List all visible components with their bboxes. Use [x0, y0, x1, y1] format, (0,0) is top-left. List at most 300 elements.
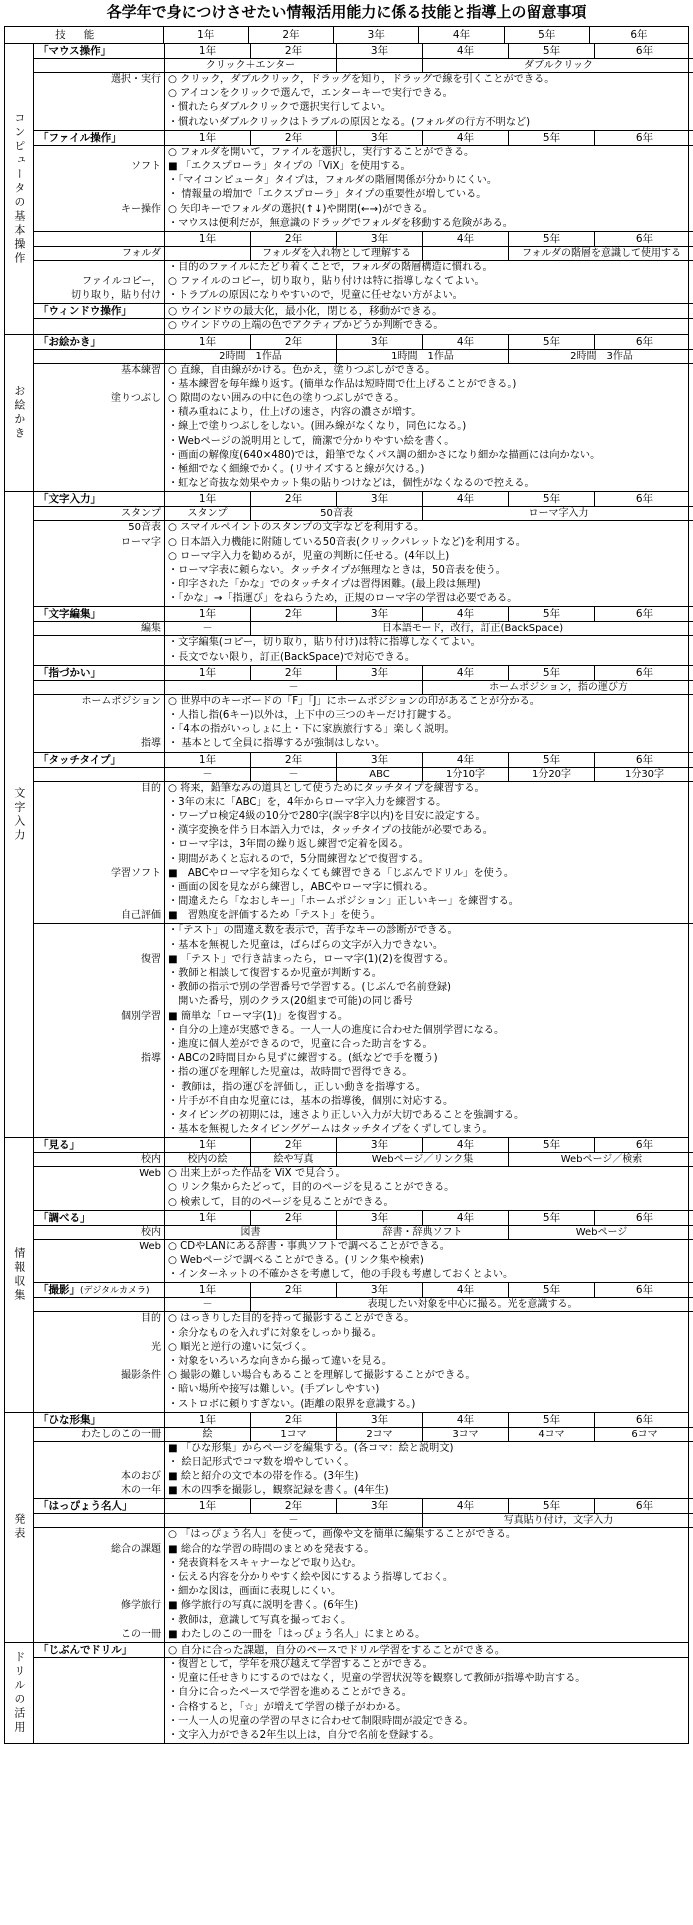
plan-cell: － [165, 1298, 251, 1311]
note-text: ○ フォルダを開いて，ファイルを選択し，実行することができる。 [168, 146, 475, 158]
note-text: ・余分なものを入れずに対象をしっかり撮る。 [168, 1327, 382, 1339]
skill-section [34, 1283, 693, 1411]
note-line [34, 392, 693, 406]
plan-label [34, 350, 165, 363]
note-label [34, 881, 165, 895]
note-text: ○ 撮影の難しい場合もあることを理解して撮影することができる。 [168, 1370, 476, 1382]
year-cell: 3年 [337, 131, 423, 145]
note-line [34, 1585, 693, 1599]
section-header-row [34, 44, 693, 59]
note-line [34, 116, 693, 130]
section-header-row [34, 1499, 693, 1514]
note-line [34, 796, 693, 810]
note-label [34, 261, 165, 275]
note-label [34, 824, 165, 838]
note-text: ・文字編集(コピー，切り取り，貼り付け)は特に指導しなくてよい。 [168, 637, 481, 649]
header-year-6: 6年 [630, 29, 648, 41]
skill-section [34, 1643, 688, 1743]
year-plan-row [34, 59, 693, 73]
plan-cell: 1時間 1作品 [337, 350, 509, 363]
note-label: Web [34, 1240, 165, 1254]
note-label [34, 1081, 165, 1095]
note-label: 本のおび [34, 1470, 165, 1484]
year-cell: 5年 [509, 1211, 595, 1225]
note-label [34, 810, 165, 824]
note-text: ・ 情報量の増加で「エクスプローラ」タイプの重要性が増している。 [168, 189, 487, 201]
note-line [34, 188, 693, 202]
note-line [34, 536, 693, 550]
note-line [34, 1196, 693, 1210]
note-label [34, 592, 165, 606]
plan-cell [423, 247, 509, 260]
note-label [34, 116, 165, 130]
year-cell: 6年 [635, 493, 654, 506]
note-text: ○ 検索して，目的のページを見ることができる。 [168, 1196, 394, 1208]
note-text: ○ アイコンをクリックで選んで，エンターキーで実行できる。 [168, 88, 453, 100]
note-line [34, 73, 693, 87]
note-label [34, 796, 165, 810]
note-text: ■ 習熟度を評価するため「テスト」を使う。 [168, 910, 381, 922]
plan-cell: － [251, 768, 337, 781]
note-line [34, 1312, 693, 1326]
plan-cell: 校内の絵 [165, 1153, 251, 1166]
note-line [34, 1484, 693, 1498]
year-cell: 2年 [251, 1499, 337, 1513]
note-line [34, 1686, 688, 1700]
year-plan-row [34, 1153, 693, 1167]
note-line [34, 709, 693, 723]
note-label: 50音表 [34, 521, 165, 535]
plan-label [34, 59, 165, 72]
note-label [34, 1268, 165, 1282]
plan-label: スタンプ [34, 507, 165, 520]
section-name: 「見る」 [34, 1138, 165, 1152]
note-line [34, 1543, 693, 1557]
note-lines [34, 1528, 693, 1642]
year-cell: 5年 [509, 666, 595, 680]
column-header [4, 26, 689, 44]
note-line [34, 1369, 693, 1383]
note-line [34, 1268, 693, 1282]
year-cell: 2年 [251, 1283, 337, 1297]
year-cell: 3年 [337, 1211, 423, 1225]
note-lines [34, 695, 693, 752]
note-text: ・基本練習を毎年繰り返す。(簡単な作品は短時間で仕上げることができる。) [168, 378, 517, 390]
note-line [34, 881, 693, 895]
year-cell: 1年 [165, 232, 251, 246]
year-cell: 5年 [509, 1138, 595, 1152]
year-cell: 3年 [337, 492, 423, 506]
plan-label [34, 681, 165, 694]
year-cell: 5年 [509, 44, 595, 58]
band-drawing [4, 335, 689, 493]
note-line [34, 463, 693, 477]
note-text: ○ クリック，ダブルクリック，ドラッグを知り，ドラッグで線を引くことができる。 [168, 74, 555, 85]
plan-label: 校内 [34, 1226, 165, 1239]
year-cell: 5年 [509, 607, 595, 621]
note-text: ・細かな図は，画面に表現しにくい。 [168, 1586, 342, 1598]
band-label: 発表 [5, 1413, 34, 1642]
note-text: ・期間があくと忘れるので，5分間練習などで復習する。 [168, 853, 429, 865]
note-text: ・印字された「かな」でのタッチタイプは習得困難。(最上段は無理) [168, 579, 481, 591]
note-line [34, 967, 693, 981]
note-label [34, 967, 165, 981]
note-text: ・児童に任せきりにするのではなく，児童の学習状況等を観察して教師が指導や助言する。 [168, 1673, 586, 1685]
note-label [34, 1095, 165, 1109]
note-label [34, 550, 165, 564]
note-text: ・画面の図を見ながら練習し，ABCやローマ字に慣れる。 [168, 881, 434, 893]
band-body [34, 335, 693, 492]
note-line [34, 1095, 693, 1109]
skill-section [34, 1499, 693, 1642]
note-text: ・復習として，学年を飛び越えて学習することができる。 [168, 1658, 433, 1670]
note-line [34, 1528, 693, 1542]
note-label [34, 463, 165, 477]
year-plan-row [34, 1298, 693, 1312]
note-text: ・ストロボに頼りすぎない。(距離の限界を意識する。) [168, 1398, 416, 1410]
note-label [34, 853, 165, 867]
note-label [34, 838, 165, 852]
note-label: 個別学習 [34, 1010, 165, 1024]
year-cell: 3年 [337, 1138, 423, 1152]
note-label [34, 1614, 165, 1628]
year-cell: 2年 [251, 232, 337, 246]
note-label [34, 1686, 165, 1700]
note-lines [34, 73, 693, 130]
note-line [34, 289, 693, 303]
year-cell: 4年 [423, 1413, 509, 1427]
note-label [34, 709, 165, 723]
note-line [34, 420, 693, 434]
note-line [34, 1715, 688, 1729]
note-text: ■ わたしのこの一冊を「はっぴょう名人」にまとめる。 [168, 1628, 426, 1640]
year-cell: 5年 [509, 131, 595, 145]
note-text: ・慣れたらダブルクリックで選択実行してよい。 [168, 102, 392, 114]
note-lines [34, 1658, 688, 1743]
note-line [34, 1614, 693, 1628]
year-cell: 4年 [423, 492, 509, 506]
year-cell: 2年 [251, 607, 337, 621]
year-cell: 3年 [337, 335, 423, 349]
section-name: 「指づかい」 [34, 666, 165, 680]
note-label [34, 174, 165, 188]
note-line [34, 1038, 693, 1052]
note-line [34, 1327, 693, 1341]
skill-section [34, 492, 693, 607]
note-line [34, 723, 693, 737]
note-label: 撮影条件 [34, 1369, 165, 1383]
note-text: ・伝える内容を分かりやすく絵や図にするよう指導しておく。 [168, 1572, 454, 1583]
note-text: ・基本を無視したタイピングゲームはタッチタイプをくずしてしまう。 [168, 1124, 493, 1136]
year-cell: 2年 [251, 1211, 337, 1225]
note-label [34, 1456, 165, 1470]
note-text: ・ローマ字は，3年間の繰り返し練習で定着を図る。 [168, 839, 409, 851]
note-line [34, 636, 693, 650]
note-label [34, 1658, 165, 1672]
note-text: ・対象をいろいろな向きから撮って違いを見る。 [168, 1355, 393, 1367]
section-name: 「撮影」(デジタルカメラ) [34, 1283, 165, 1297]
year-cell: 4年 [423, 232, 509, 246]
section-header-row [34, 1643, 688, 1658]
band-text-input [4, 492, 689, 1138]
year-cell: 2年 [251, 131, 337, 145]
note-label [34, 1557, 165, 1571]
note-text: ○ 直線，自由線がかける。色かえ，塗りつぶしができる。 [168, 364, 436, 376]
plan-cell: Webページ／リンク集 [337, 1153, 509, 1166]
note-line [34, 1181, 693, 1195]
note-label: この一冊 [34, 1628, 165, 1642]
band-body [34, 492, 693, 1137]
year-cell: 5年 [509, 492, 595, 506]
note-text: ・慣れないダブルクリックはトラブルの原因となる。(フォルダの行方不明など) [168, 116, 531, 128]
note-lines [34, 636, 693, 664]
band-label: ドリルの活用 [5, 1643, 34, 1743]
note-label [34, 87, 165, 101]
note-label: ファイルコピー， [34, 275, 165, 289]
note-label [34, 1672, 165, 1686]
note-line [34, 1383, 693, 1397]
note-label: 修学旅行 [34, 1599, 165, 1613]
note-line [34, 1701, 688, 1715]
plan-cell: 絵や写真 [251, 1153, 337, 1166]
note-label [34, 406, 165, 420]
note-text: ○ 将来，鉛筆なみの道具として使うためにタッチタイプを練習する。 [168, 782, 485, 794]
year-cell: 4年 [423, 44, 509, 58]
section-header-row [34, 131, 693, 146]
note-text: ○ 順光と逆行の違いに気づく。 [168, 1341, 313, 1353]
note-text: ○ ウインドウの上端の色でアクティブかどうか判断できる。 [168, 320, 444, 332]
note-label [34, 578, 165, 592]
year-cell: 3年 [337, 1499, 423, 1513]
note-label [34, 1729, 165, 1743]
section-name: 「文字入力」 [34, 492, 165, 506]
note-lines [34, 924, 693, 1137]
note-label [34, 1109, 165, 1123]
note-text: ○ はっきりした目的を持って撮影することができる。 [168, 1313, 415, 1325]
plan-cell: 表現したい対象を中心に撮る。光を意識する。 [367, 1299, 578, 1311]
band-body [34, 1413, 693, 1642]
note-label [34, 101, 165, 115]
note-text: ○ 出来上がった作品を ViX で見合う。 [168, 1168, 346, 1180]
year-cell: 4年 [423, 753, 509, 767]
year-cell: 5年 [509, 1413, 595, 1427]
note-label [34, 1715, 165, 1729]
year-cell: 1年 [165, 1211, 251, 1225]
year-cell: 6年 [635, 1139, 654, 1152]
year-cell: 4年 [423, 607, 509, 621]
band-computer-basics [4, 44, 689, 335]
note-label [34, 1355, 165, 1369]
note-label [34, 1196, 165, 1210]
year-cell: 3年 [337, 1413, 423, 1427]
note-line [34, 1456, 693, 1470]
note-text: ○ 「はっぴょう名人」を使って，画像や文を簡単に編集することができる。 [168, 1529, 517, 1541]
note-text: ・「4本の指がいっしょに上・下に家族旅行する」楽しく説明。 [168, 724, 455, 736]
note-label [34, 1254, 165, 1268]
plan-cell: 1分20字 [509, 768, 595, 781]
note-text: ・進度に個人差ができるので，児童に合った助言をする。 [168, 1038, 433, 1050]
plan-cell: ダブルクリック [524, 60, 593, 71]
note-line [34, 853, 693, 867]
year-cell: 1年 [165, 335, 251, 349]
note-line [34, 838, 693, 852]
note-text: ○ 矢印キーでフォルダの選択(↑↓)や開閉(←→)ができる。 [168, 203, 433, 215]
year-plan-row [34, 1428, 693, 1442]
note-line [34, 1628, 693, 1642]
note-text: ○ ファイルのコピー，切り取り，貼り付けは特に指導しなくてよい。 [168, 276, 485, 288]
section-header-row [34, 492, 693, 507]
year-plan-row [34, 247, 693, 261]
note-label: 基本練習 [34, 364, 165, 378]
note-label [34, 636, 165, 650]
section-header-row [34, 304, 693, 319]
note-lines [34, 1442, 693, 1499]
note-lines [34, 319, 693, 333]
note-text: ・自分に合ったペースで学習を進めることができる。 [168, 1687, 412, 1699]
year-cell: 4年 [423, 1499, 509, 1513]
note-text: ■ 「ひな形集」からページを編集する。(各コマ：絵と説明文) [168, 1442, 454, 1454]
note-label [34, 939, 165, 953]
note-line [34, 867, 693, 881]
note-text: ・マウスは便利だが，無意識のドラッグでフォルダを移動する危険がある。 [168, 217, 513, 229]
year-cell: 5年 [509, 335, 595, 349]
year-plan-row [34, 681, 693, 695]
note-line [34, 477, 693, 491]
year-cell: 4年 [423, 666, 509, 680]
year-cell: 6年 [635, 335, 654, 348]
year-cell: 2年 [251, 44, 337, 58]
note-label: ソフト [34, 160, 165, 174]
note-line [34, 174, 693, 188]
note-line [34, 146, 693, 160]
note-text: ・人指し指(6キー)以外は，上下中の三つのキーだけ打鍵する。 [168, 710, 458, 721]
note-label [34, 420, 165, 434]
note-line [34, 1442, 693, 1456]
note-label [34, 895, 165, 909]
note-label [34, 1024, 165, 1038]
band-label: 情報収集 [5, 1138, 34, 1411]
year-cell: 3年 [337, 1283, 423, 1297]
note-label: 目的 [34, 782, 165, 796]
note-text: ■ 簡単な「ローマ字(1)」を復習する。 [168, 1010, 349, 1022]
band-info-gathering [4, 1138, 689, 1412]
band-label: コンピュータの基本操作 [5, 44, 34, 334]
note-text: ・積み重ねにより，仕上げの速さ，内容の濃さが増す。 [168, 407, 422, 419]
plan-cell: 2コマ [337, 1428, 423, 1441]
section-header-row [34, 666, 693, 681]
plan-cell: 日本語モード，改行，訂正(BackSpace) [381, 623, 564, 635]
note-label [34, 924, 165, 938]
note-text: ○ 日本語入力機能に附随している50音表(クリックパレットなど)を利用する。 [168, 536, 526, 548]
note-line [34, 1066, 693, 1080]
note-label [34, 217, 165, 231]
plan-cell: 6コマ [631, 1428, 658, 1440]
note-text: ■ 「エクスプローラ」タイプの「ViX」を使用する。 [168, 160, 411, 172]
note-label: Web [34, 1167, 165, 1181]
note-label: ホームポジション [34, 695, 165, 709]
plan-cell: ホームポジション，指の運び方 [489, 681, 628, 693]
plan-cell: － [165, 622, 251, 635]
note-text: ・ 絵日記形式でコマ数を増やしていく。 [168, 1456, 355, 1468]
note-label: 目的 [34, 1312, 165, 1326]
note-line [34, 1024, 693, 1038]
note-label [34, 1181, 165, 1195]
year-cell: 6年 [635, 608, 654, 621]
note-label [34, 1123, 165, 1137]
plan-cell: 2時間 1作品 [165, 350, 337, 363]
year-cell: 2年 [251, 335, 337, 349]
plan-cell [337, 59, 423, 72]
year-cell: 3年 [337, 753, 423, 767]
note-label: 木の一年 [34, 1484, 165, 1498]
plan-label: フォルダ [34, 247, 165, 260]
note-line [34, 261, 693, 275]
note-label [34, 1398, 165, 1412]
year-plan-row [34, 350, 693, 364]
plan-cell: ローマ字入力 [528, 508, 589, 520]
year-cell: 4年 [423, 1211, 509, 1225]
note-label [34, 1327, 165, 1341]
section-inline-text: ○ 自分に合った課題，自分のペースでドリル学習をすることができる。 [168, 1643, 506, 1656]
section-header-row [34, 1138, 693, 1153]
band-drill [4, 1643, 689, 1744]
note-line [34, 449, 693, 463]
note-line [34, 87, 693, 101]
note-text: ・発表資料をスキャナーなどで取り込む。 [168, 1557, 362, 1569]
band-body [34, 1138, 693, 1411]
skill-section [34, 1413, 693, 1500]
section-name: 「タッチタイプ」 [34, 753, 165, 767]
plan-cell: 写真貼り付け，文字入力 [503, 1515, 614, 1527]
section-header-row [34, 1413, 693, 1428]
note-line [34, 1341, 693, 1355]
note-label [34, 1571, 165, 1585]
year-cell: 6年 [635, 131, 654, 144]
year-plan-row [34, 1514, 693, 1528]
note-label [34, 146, 165, 160]
year-cell: 5年 [509, 753, 595, 767]
skills-table [0, 44, 693, 1744]
plan-cell: 50音表 [251, 507, 423, 520]
note-line [34, 521, 693, 535]
note-text: ・文字入力ができる2年生以上は，自分で名前を登録する。 [168, 1729, 440, 1741]
note-text: ・ABCの2時間目から見ずに練習する。(紙などで手を覆う) [168, 1053, 438, 1065]
note-line [34, 217, 693, 231]
band-body [34, 44, 693, 334]
note-label [34, 477, 165, 491]
skill-section [34, 753, 693, 925]
band-label: 文字入力 [5, 492, 34, 1137]
header-skill: 技能 [5, 27, 164, 43]
note-text: ・教師と相談して復習するか児童が判断する。 [168, 968, 382, 979]
note-text: ○ 世界中のキーボードの「F」「J」にホームポジションの印があることが分かる。 [168, 695, 540, 707]
note-text: ・タイピングの初期には，速さより正しい入力が大切であることを強調する。 [168, 1109, 525, 1121]
note-line [34, 924, 693, 938]
note-text: ・「マイコンピュータ」タイプは，フォルダの階層関係が分かりにくい。 [168, 175, 498, 187]
note-line [34, 1254, 693, 1268]
note-line [34, 695, 693, 709]
year-cell: 6年 [635, 1211, 654, 1224]
note-label [34, 319, 165, 333]
year-cell: 2年 [251, 666, 337, 680]
year-cell: 1年 [165, 131, 251, 145]
plan-cell: － [165, 1514, 423, 1527]
note-label: ローマ字 [34, 536, 165, 550]
plan-cell: 図書 [165, 1226, 337, 1239]
note-line [34, 406, 693, 420]
note-lines [34, 261, 693, 304]
note-line [34, 981, 693, 995]
